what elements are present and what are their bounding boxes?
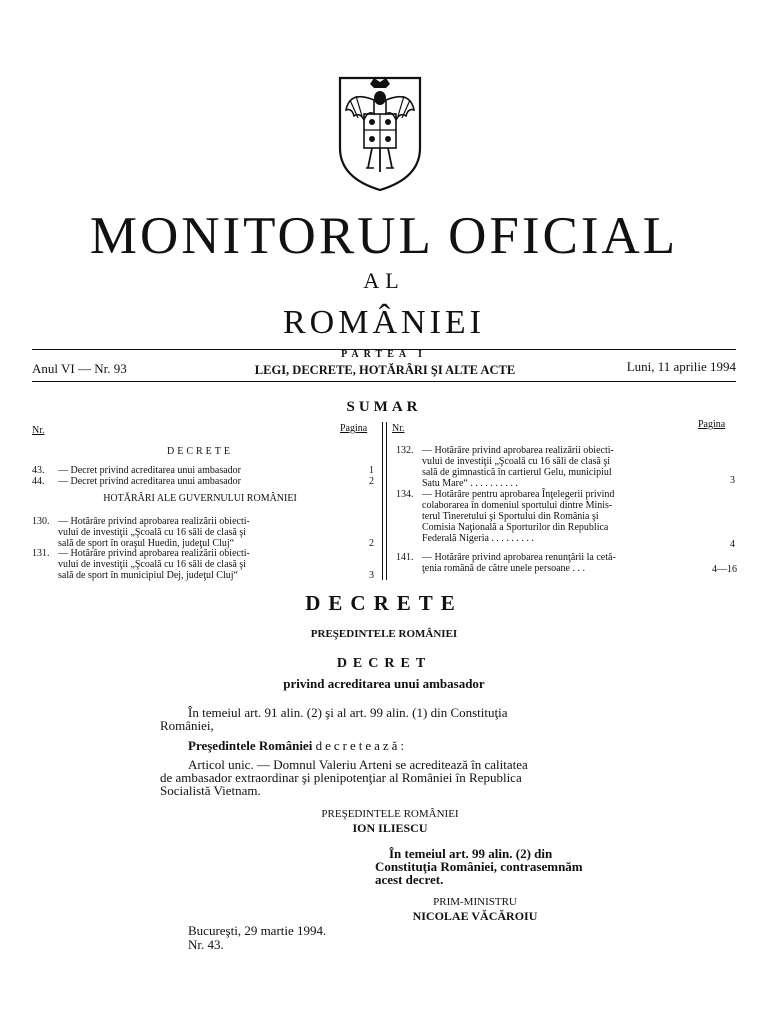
- sumar-entry-text: terul Tineretului şi Sportului din România şi: [422, 511, 599, 522]
- sumar-entry-nr: 141.: [396, 552, 414, 563]
- masthead-title: MONITORUL OFICIAL: [89, 207, 679, 265]
- sumar-entry-text: — Decret privind acreditarea unui ambasador: [58, 465, 241, 476]
- section-title: DECRETE: [305, 591, 463, 615]
- sumar-entry-nr: 130.: [32, 516, 50, 527]
- sumar-entry-text: sală de sport în oraşul Huedin, judeţul Cluj“: [58, 538, 235, 549]
- sumar-entry-page: 1: [369, 465, 374, 476]
- issue-number: Anul VI — Nr. 93: [32, 361, 127, 376]
- sumar-entry-text: sală de gimnastică în cartierul Gelu, municipiul: [422, 467, 612, 478]
- decree-title: DECRET: [336, 656, 432, 671]
- signer-name: ION ILIESCU: [352, 821, 428, 835]
- countersign-line-3: acest decret.: [375, 872, 444, 887]
- sumar-entry-nr: 134.: [396, 489, 414, 500]
- coat-of-arms-icon: [330, 70, 430, 194]
- preamble-line-1: În temeiul art. 91 alin. (2) şi al art. 99 alin. (1) din Constituţia: [188, 705, 508, 720]
- sumar-entry-text: — Hotărâre pentru aprobarea Înţelegerii privind: [422, 489, 615, 500]
- sumar-entry-page: 2: [369, 538, 374, 549]
- article-line-2: de ambasador extraordinar şi plenipotenţiar al României în Republica: [160, 770, 522, 785]
- sumar-entry-text: vului de investiţii „Şcoală cu 16 săli de clasă şi: [58, 559, 247, 570]
- sumar-entry-page: 2: [369, 476, 374, 487]
- sumar-entry-nr: 44.: [32, 476, 45, 487]
- sumar-right-pagina-header: Pagina: [698, 419, 726, 430]
- sumar-entry-text: — Hotărâre privind aprobarea realizării obiecti-: [422, 445, 614, 456]
- issue-date: Luni, 11 aprilie 1994: [626, 359, 736, 374]
- pm-name: NICOLAE VĂCĂROIU: [412, 909, 538, 923]
- decrees-label: Preşedintele României: [188, 738, 313, 753]
- sumar-left-nr-header: Nr.: [32, 425, 45, 436]
- sumar-entry-page: 3: [730, 475, 735, 486]
- sumar-entry-text: Federală Nigeria . . . . . . . . .: [422, 533, 534, 544]
- sumar-entry: [32, 476, 372, 488]
- sumar-entry-text: sală de sport în municipiul Dej, judeţul Cluj“: [58, 570, 238, 581]
- place-date: Bucureşti, 29 martie 1994.: [188, 923, 327, 938]
- countersign-line-1: În temeiul art. 99 alin. (2) din: [389, 846, 553, 861]
- signer-title: PREŞEDINTELE ROMÂNIEI: [321, 808, 459, 820]
- sumar-entry-text: — Hotărâre privind aprobarea realizării obiecti-: [58, 548, 250, 559]
- sumar-entry-page: 4—16: [712, 564, 737, 575]
- sumar-entry-page: 3: [369, 570, 374, 581]
- decrees-verb: decretează:: [315, 738, 408, 753]
- sumar-entry: [32, 548, 372, 584]
- sumar-left-pagina-header: Pagina: [340, 423, 368, 434]
- masthead-country: ROMÂNIEI: [283, 304, 485, 341]
- sumar-entry: [32, 516, 372, 552]
- issuer-heading: PREŞEDINTELE ROMÂNIEI: [310, 628, 458, 640]
- sumar-entry-nr: 132.: [396, 445, 414, 456]
- sumar-title: SUMAR: [346, 399, 422, 415]
- sumar-entry-text: colaborarea în domeniul sportului dintre Minis-: [422, 500, 613, 511]
- sumar-entry-text: Comisia Naţională a Sporturilor din Republica: [422, 522, 609, 533]
- sumar-entry-text: vului de investiţii „Şcoală cu 16 săli de clasă şi: [58, 527, 247, 538]
- pm-title: PRIM-MINISTRU: [433, 896, 517, 908]
- sumar-section-decrete: DECRETE: [167, 446, 233, 457]
- sumar-entry-text: vului de investiţii „Şcoală cu 16 săli de clasă şi: [422, 456, 611, 467]
- sumar-entry: [396, 445, 706, 493]
- sumar-entry: [396, 489, 706, 549]
- sumar-entry-text: — Hotărâre privind aprobarea renunţării la cetă-: [422, 552, 616, 563]
- sumar-entry-nr: 131.: [32, 548, 50, 559]
- sumar-right-nr-header: Nr.: [392, 423, 405, 434]
- decrees-line: [188, 739, 407, 753]
- contents-type: LEGI, DECRETE, HOTĂRÂRI ŞI ALTE ACTE: [254, 363, 516, 377]
- article-line-1: Articol unic. — Domnul Valeriu Arteni se acreditează în calitatea: [188, 757, 528, 772]
- sumar-entry-text: Satu Mare“ . . . . . . . . . .: [422, 478, 518, 489]
- sumar-section-hotarari: HOTĂRÂRI ALE GUVERNULUI ROMÂNIEI: [103, 493, 297, 504]
- article-line-3: Socialistă Vietnam.: [160, 783, 261, 798]
- decree-subject: privind acreditarea unui ambasador: [283, 676, 485, 691]
- decree-number: Nr. 43.: [188, 937, 224, 952]
- sumar-entry-text: ţenia română de către unele persoane . . .: [422, 563, 585, 574]
- masthead-al: AL: [363, 268, 405, 293]
- preamble-line-2: României,: [160, 718, 214, 733]
- header-rule-bottom: [32, 381, 736, 382]
- partea-label: PARTEA I: [341, 349, 427, 360]
- sumar-entry-nr: 43.: [32, 465, 45, 476]
- sumar-entry-text: — Decret privind acreditarea unui ambasador: [58, 476, 241, 487]
- sumar-entry-text: — Hotărâre privind aprobarea realizării obiecti-: [58, 516, 250, 527]
- sumar-entry: [396, 552, 706, 576]
- sumar-entry-page: 4: [730, 539, 735, 550]
- countersign-line-2: Constituţia României, contrasemnăm: [375, 859, 583, 874]
